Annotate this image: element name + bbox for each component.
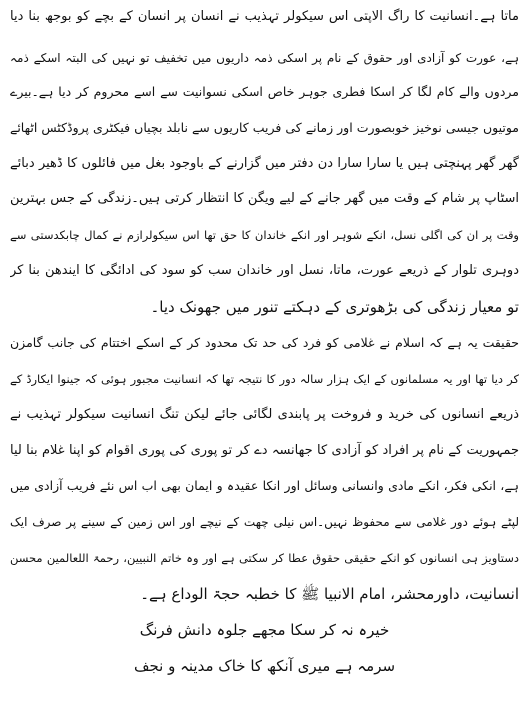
- paragraph-line: کر دیا تھا اور یہ مسلمانوں کے ایک ہزار سالہ دور کا نتیجہ تھا کہ انسانیت مجبور ہوئی کہ جینوا ایکارڈ کے: [10, 372, 519, 386]
- paragraph-last-line: انسانیت، داورمحشر، امام الانبیا ﷺ کا خطبہ حجۃ الوداع ہے۔: [140, 585, 519, 603]
- paragraph-line: لپٹے ہوئے دور غلامی سے محفوظ نہیں۔اس نیلی چھت کے نیچے اور اس زمین کے سینے پر صرف ایک: [10, 515, 519, 529]
- paragraph-line: وقت پر ان کی اگلی نسل، انکے شوہر اور انکے خاندان کا حق تھا اس سیکولرازم نے کمال چابکدستی سے: [10, 228, 519, 242]
- verse-line-1: خیرہ نہ کر سکا مجھے جلوہ دانش فرنگ: [139, 621, 390, 639]
- paragraph-line: موتیوں جیسی نوخیز خوبصورت اور زمانے کی فریب کاریوں سے نابلد بچیاں فیکٹری پروڈکٹس اٹھائے: [10, 120, 519, 135]
- paragraph-line: اسٹاپ پر شام کے وقت میں گھر جانے کے لیے ویگن کا انتظار کرتی ہیں۔زندگی کے جس بہترین: [10, 191, 519, 206]
- paragraph-line: ذریعے انسانوں کی خرید و فروخت پر پابندی لگائی جائے لیکن تنگ انسانیت سیکولر تہذیب نے: [10, 407, 519, 422]
- paragraph-line: ہے، عورت کو آزادی اور حقوق کے نام پر اسکی ذمہ داریوں میں تخفیف تو نہیں کی البتہ اسکے ذمہ: [10, 51, 519, 65]
- paragraph-line: جمہوریت کے نام پر افراد کو آزادی کا جھانسہ دے کر تو پوری کی پوری اقوام کو اپنا غلام بنا لیا: [10, 443, 519, 458]
- paragraph-line: دستاویز ہی انسانوں کو انکے حقیقی حقوق عطا کر سکتی ہے اور وہ خاتم النبیین، رحمۃ اللعالمین محسن: [10, 551, 519, 565]
- paragraph-line: مردوں والے کام لگا کر اسکا فطری جوہر خاص اسکی نسوانیت سے اسے محروم کر دیا ہے۔بیرے: [10, 84, 519, 99]
- paragraph-last-line: تو معیار زندگی کی بڑھوتری کے دہکتے تنور میں جھونک دیا۔: [150, 298, 519, 316]
- paragraph-line: ہے، انکی فکر، انکے مادی وانسانی وسائل اور انکا عقیدہ و ایمان بھی اب اس نئے فریب آزادی میں: [10, 478, 519, 493]
- paragraph-line: ماتا ہے۔انسانیت کا راگ الاپتی اس سیکولر تہذیب نے انسان پر انسان کے بچے کو بوجھ بنا دیا: [10, 9, 519, 24]
- verse-line-2: سرمہ ہے میری آنکھ کا خاک مدینہ و نجف: [133, 657, 396, 675]
- paragraph-line: گھر گھر پہنچتی ہیں یا سارا سارا دن دفتر میں گزارنے کے باوجود بغل میں فائلوں کا ڈھیر دبائے: [10, 156, 519, 171]
- paragraph-line: حقیقت یہ ہے کہ اسلام نے غلامی کو فرد کی حد تک محدود کر کے اسکے اختتام کی جانب گامزن: [10, 335, 519, 350]
- paragraph-line: دوہری تلوار کے ذریعے عورت، ماتا، نسل اور خاندان سب کو سود کی ادائگی کا ایندھن بنا کر: [10, 263, 519, 278]
